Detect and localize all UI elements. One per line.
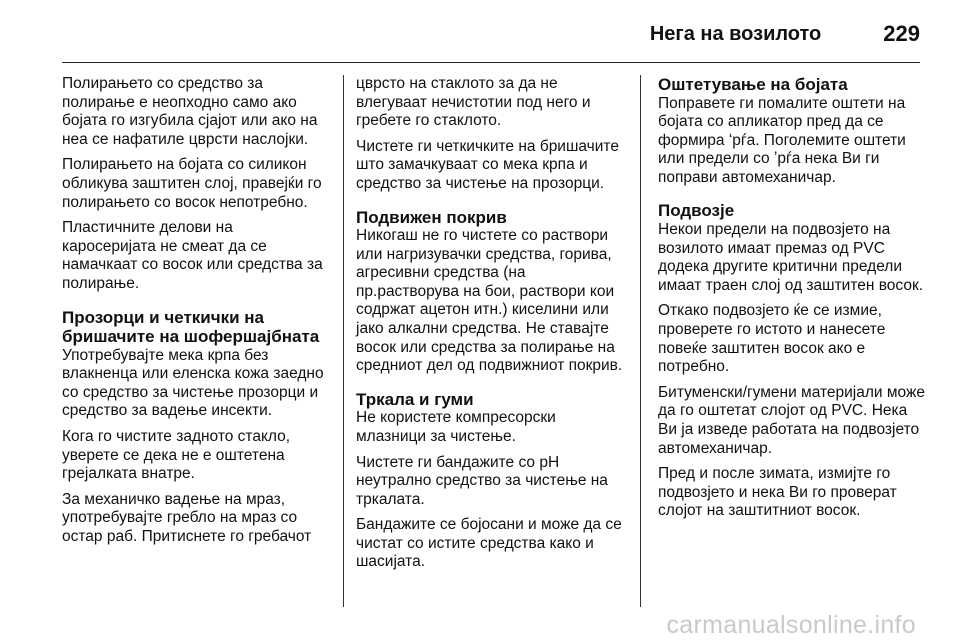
watermark: carmanualsonline.info (666, 611, 916, 639)
paragraph: Откако подвозјето ќе се измие, проверете го истото и нанесете повеќе заштитен восок ако е потребно. (658, 302, 886, 376)
paragraph: Пластичните делови на каросеријата не смеат да се намачкаат со восок или средства за полирање. (62, 219, 323, 292)
column-divider (343, 75, 344, 607)
page-number: 229 (883, 21, 920, 46)
column-1 (62, 75, 330, 612)
page-header (62, 16, 920, 52)
paragraph: Бандажите се бојосани и може да се чистат со истите средства како и шасијата. (356, 516, 622, 571)
paragraph: Пред и после зимата, измијте го подвозјето и нека Ви го проверат слојот на заштитниот восок. (658, 465, 897, 520)
paragraph: За механичко вадење на мраз, употребувајте гребло на мраз со остар раб. Притиснете го гребачот (62, 490, 312, 545)
paragraph: Чистете ги четкичките на бришачите што замачкуваат со мека крпа и средство за чистење на прозорци. (356, 137, 619, 192)
paragraph: Битуменски/гумени материјали може да го оштетат слојот од PVC. Нека Ви ја изведе работата на подвозјето автомеханичар. (658, 383, 925, 457)
paragraph: цврсто на стаклото за да не влегуваат нечистотии под него и гребете го стаклото. (356, 75, 591, 130)
paragraph: Поправете ги помалите оштети на бојата со апликатор пред да се формира ʻрѓа. Поголемите оштети или предели со ʼрѓа нека Ви ги поправи автомеханичар. (658, 94, 906, 186)
column-3 (658, 75, 928, 612)
paragraph: Некои предели на подвозјето на возилото имаат премаз од PVC додека другите критични предели имаат траен слој од заштитен восок. (658, 220, 924, 294)
paragraph: Чистете ги бандажите со pH неутрално средство за чистење на тркалата. (356, 453, 608, 508)
paragraph: Полирањето со средство за полирање е неопходно само ако бојата го изгубила сјајот или ако на неа се нафатиле цврсти наслојки. (62, 75, 318, 148)
paragraph: Кога го чистите задното стакло, уверете се дека не е оштетена грејалката внатре. (62, 427, 291, 483)
page-title: Нега на возилото (649, 22, 822, 45)
section-heading: Подвижен покрив (356, 207, 507, 227)
section-heading: Подвозје (658, 201, 735, 221)
paragraph: Полирањето на бојата со силикон обликува заштитен слој, правејќи го полирањето со восок непотребно. (62, 156, 322, 211)
section-heading: Тркала и гуми (356, 389, 474, 409)
paragraph: Употребувајте мека крпа без влакненца или еленска кожа заедно со средство за чистење прозорци и средство за вадење инсекти. (62, 346, 324, 420)
paragraph: Не користете компресорски млазници за чистење. (356, 409, 556, 445)
section-heading: Прозорци и четкички на бришачите на шофершајбната (62, 307, 320, 347)
header-rule (62, 62, 920, 63)
column-divider (640, 75, 641, 607)
column-2 (356, 75, 626, 612)
paragraph: Никогаш не го чистете со раствори или нагризувачки средства, горива, агресивни средства (на пр.растворува на бои, раствори кои содржат ацетон итн.) киселини или јако алкални средства. Не ставајте восок или средства за полирање на средниот дел од подвижниот покрив. (356, 227, 623, 375)
section-heading: Оштетување на бојата (658, 75, 848, 94)
